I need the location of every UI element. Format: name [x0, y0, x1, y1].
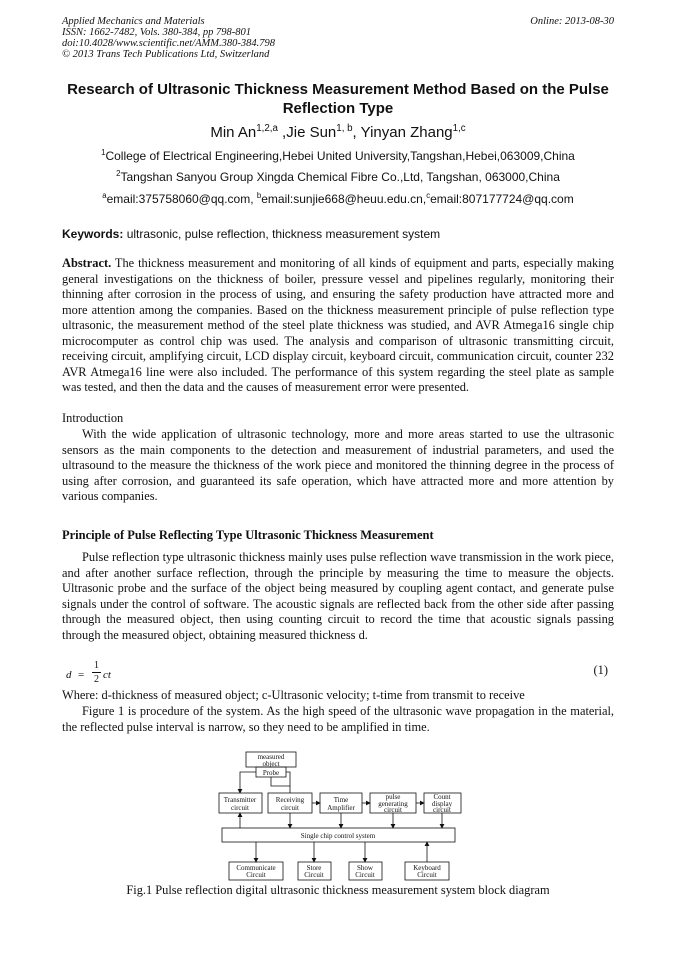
author-name: Min An: [210, 124, 257, 141]
time-label-1: Time: [333, 796, 349, 804]
affiliation-text: College of Electrical Engineering,Hebei United University,Tangshan,Hebei,063009,China: [105, 149, 575, 163]
email-line: [62, 192, 614, 206]
affiliation-text: Tangshan Sanyou Group Xingda Chemical Fibre Co.,Ltd, Tangshan, 063000,China: [120, 170, 560, 184]
pulse-label-3: circuit: [384, 806, 402, 814]
show-label-1: Show: [357, 864, 373, 872]
store-label-1: Store: [306, 864, 322, 872]
count-label-3: circuit: [433, 806, 451, 814]
receiving-label-2: circuit: [281, 804, 299, 812]
principle-paragraph: Pulse reflection type ultrasonic thickness mainly uses pulse reflection wave transmission in the work piece, and after another surface reflection, through the principle by measuring the time to measure the objects. Ultrasonic probe and the surface of the object being measured by coupling agent contact, and generate pulse signals under the control of software. The acoustic signals are reflected back from the other side after passing through the measured object, then using counting circuit to record the time that acoustic signals passing through the measured object, obtaining measured thickness d.: [62, 550, 614, 642]
abstract-text: The thickness measurement and monitoring of all kinds of equipment and parts, especially making general investigations on the thickness of boiler, pressure vessel and pipelines regularly, monitoring their thinning after corrosion in the process of using, and ensuring the safety production have attracted more and more attention among the companies. Based on the thickness measurement principle of pulse reflection type ultrasonic, the measurement method of the steel plate thickness was studied, and AVR Atmega16 single chip microcomputer as control chip was used. The analysis and comparison of ultrasonic transmitting circuit, receiving circuit, amplifying circuit, LCD display circuit, keyboard circuit, communication circuit, counter 232 AVR Atmega16 line were also included. The performance of this system regarding the steel plate as sample was tested, and then the data and the causes of measurement error were presented.: [62, 256, 614, 394]
keywords: [62, 227, 614, 241]
measured-label-2: object: [262, 760, 280, 768]
issn: ISSN: 1662-7482, Vols. 380-384, pp 798-801: [62, 27, 251, 38]
keyboard-label-1: Keyboard: [413, 864, 441, 872]
transmitter-label-1: Transmitter: [223, 796, 257, 804]
figure-paragraph: Figure 1 is procedure of the system. As the high speed of the ultrasonic wave propagation in the material, the reflected pulse interval is narrow, so they need to be amplified in time.: [62, 704, 614, 734]
affiliation-2: [62, 170, 614, 184]
keyboard-label-2: Circuit: [417, 871, 437, 879]
figure-caption: Fig.1 Pulse reflection digital ultrasonic thickness measurement system block diagram: [126, 883, 550, 897]
block-diagram: [0, 740, 678, 900]
intro-paragraph: With the wide application of ultrasonic technology, more and more areas started to use the ultrasonic sensors as the main components to the detection and measurement of industrial parameters, and used the ultrasound to the measure the thickness of the work piece and monitored the thinning degree in the process of using after corrosion, and guaranteed its safe operation, which have attracted more and more attention by various companies.: [62, 427, 614, 503]
author-sup: 1, b: [336, 123, 353, 134]
where-line: Where: d-thickness of measured object; c-Ultrasonic velocity; t-time from transmit to receive: [62, 688, 525, 702]
eq-denominator: 2: [94, 674, 99, 685]
affiliation-sup: 2: [116, 169, 121, 178]
email-sup: b: [256, 191, 262, 200]
eq-lhs: d: [66, 669, 72, 681]
author-sup: 1,c: [452, 123, 466, 134]
affiliation-1: [62, 149, 614, 163]
count-label-1: Count: [433, 793, 451, 801]
count-label-2: display: [431, 800, 453, 808]
equation-1: [62, 660, 614, 688]
doi: doi:10.4028/www.scientific.net/AMM.380-384.798: [62, 38, 275, 49]
intro-heading: Introduction: [62, 411, 124, 425]
paper-title: Research of Ultrasonic Thickness Measurement Method Based on the Pulse Reflection Type: [67, 81, 609, 117]
author-list: [62, 124, 614, 141]
journal-name: Applied Mechanics and Materials: [62, 16, 205, 27]
measured-label-1: measured: [257, 753, 285, 761]
time-label-2: Amplifier: [327, 804, 355, 812]
author-name: Yinyan Zhang: [360, 124, 453, 141]
email-b: email:sunjie668@heuu.edu.cn,: [261, 192, 427, 206]
probe-to-receiver-line: [286, 772, 290, 793]
keywords-text: ultrasonic, pulse reflection, thickness measurement system: [123, 227, 441, 241]
email-c: email:807177724@qq.com: [430, 192, 574, 206]
transmitter-label-2: circuit: [231, 804, 249, 812]
copyright: © 2013 Trans Tech Publications Ltd, Switzerland: [62, 49, 270, 60]
online-date: Online: 2013-08-30: [530, 16, 614, 27]
author-separator: ,: [352, 124, 361, 141]
communicate-label-2: Circuit: [246, 871, 266, 879]
store-label-2: Circuit: [304, 871, 324, 879]
abstract: [62, 256, 614, 396]
section-heading: Principle of Pulse Reflecting Type Ultrasonic Thickness Measurement: [62, 528, 434, 542]
probe-link-line: [271, 777, 290, 786]
author-name: Jie Sun: [286, 124, 337, 141]
author-separator: ,: [277, 124, 287, 141]
pulse-label-1: pulse: [385, 793, 401, 801]
journal-header: [62, 16, 614, 60]
eq-equals: =: [78, 669, 85, 681]
abstract-label: Abstract.: [62, 256, 112, 270]
keywords-label: Keywords:: [62, 227, 124, 241]
probe-to-transmitter-line: [240, 772, 256, 793]
email-a: email:375758060@qq.com,: [106, 192, 257, 206]
receiving-label-1: Receiving: [275, 796, 305, 804]
affiliation-sup: 1: [101, 148, 106, 157]
email-sup: a: [102, 191, 107, 200]
probe-label: Probe: [262, 769, 280, 777]
show-label-2: Circuit: [355, 871, 375, 879]
author-sup: 1,2,a: [256, 123, 278, 134]
eq-rhs: ct: [103, 669, 111, 681]
communicate-label-1: Communicate: [236, 864, 276, 872]
scm-label: Single chip control system: [300, 832, 376, 840]
eq-numerator: 1: [94, 660, 99, 671]
eq-fraction-bar: [92, 672, 101, 673]
eq-number: (1): [593, 663, 608, 677]
email-sup: c: [426, 191, 431, 200]
pulse-label-2: generating: [378, 800, 408, 808]
